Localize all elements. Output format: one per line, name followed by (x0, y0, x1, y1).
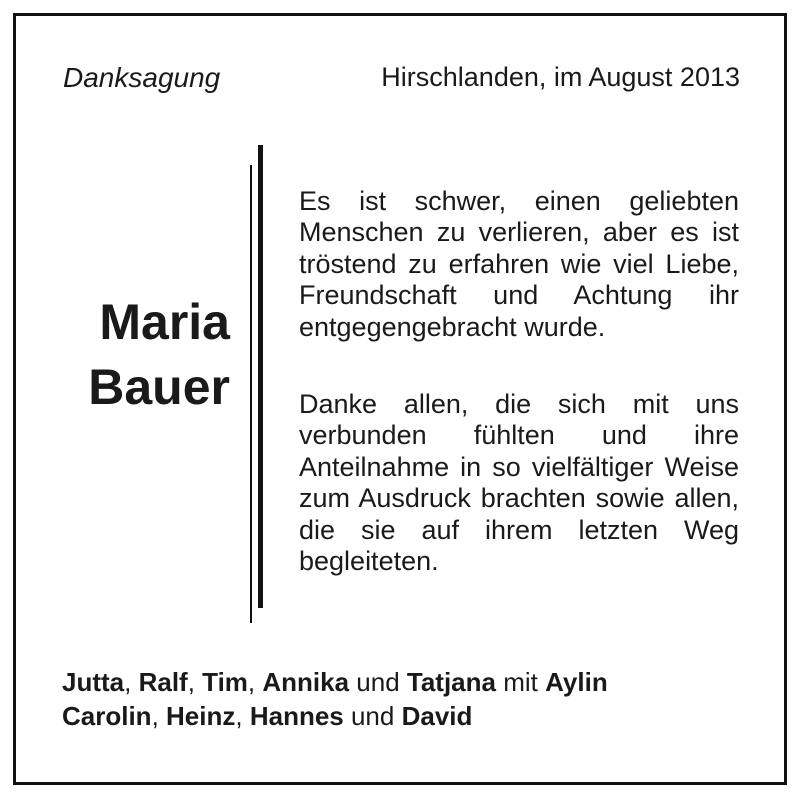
place-date: Hirschlanden, im August 2013 (381, 62, 740, 92)
signers (62, 665, 742, 733)
verse-paragraph-1: Es ist schwer, einen geliebten Menschen zu verlieren, aber es ist tröstend zu erfahren wie viel Liebe, Freundschaft und Achtung ihr entgegengebracht wurde. (299, 186, 739, 342)
signer-name: Tim (202, 667, 248, 697)
signer-connector: , (235, 701, 250, 731)
signer-connector: , (151, 701, 167, 731)
first-name: Maria (99, 294, 230, 350)
signer-connector: , (187, 667, 203, 697)
signer-connector: und (343, 701, 402, 731)
deceased-name (60, 290, 230, 420)
signer-name: David (401, 701, 473, 731)
signer-connector: , (247, 667, 263, 697)
last-name: Bauer (88, 359, 230, 415)
divider-line-thick (258, 145, 263, 608)
notice-heading: Danksagung (63, 62, 221, 93)
signer-name: Annika (262, 667, 350, 697)
signer-connector: , (124, 667, 139, 697)
verse-paragraph-2: Danke allen, die sich mit uns verbunden fühlten und ihre Anteilnahme in so vielfältiger Weise zum Ausdruck brachten sowie allen, die sie auf ihrem letzten Weg begleiteten. (299, 389, 739, 577)
signer-name: Ralf (138, 667, 188, 697)
signer-name: Jutta (62, 667, 125, 697)
signer-name: Aylin (545, 667, 608, 697)
divider-line-thin (250, 165, 252, 623)
signer-name: Heinz (166, 701, 236, 731)
signer-name: Tatjana (406, 667, 496, 697)
signer-name: Hannes (249, 701, 344, 731)
signer-name: Carolin (62, 701, 152, 731)
signers-line-1 (62, 665, 742, 699)
signer-connector: mit (496, 667, 546, 697)
signer-connector: und (349, 667, 407, 697)
signers-line-2 (62, 699, 742, 733)
